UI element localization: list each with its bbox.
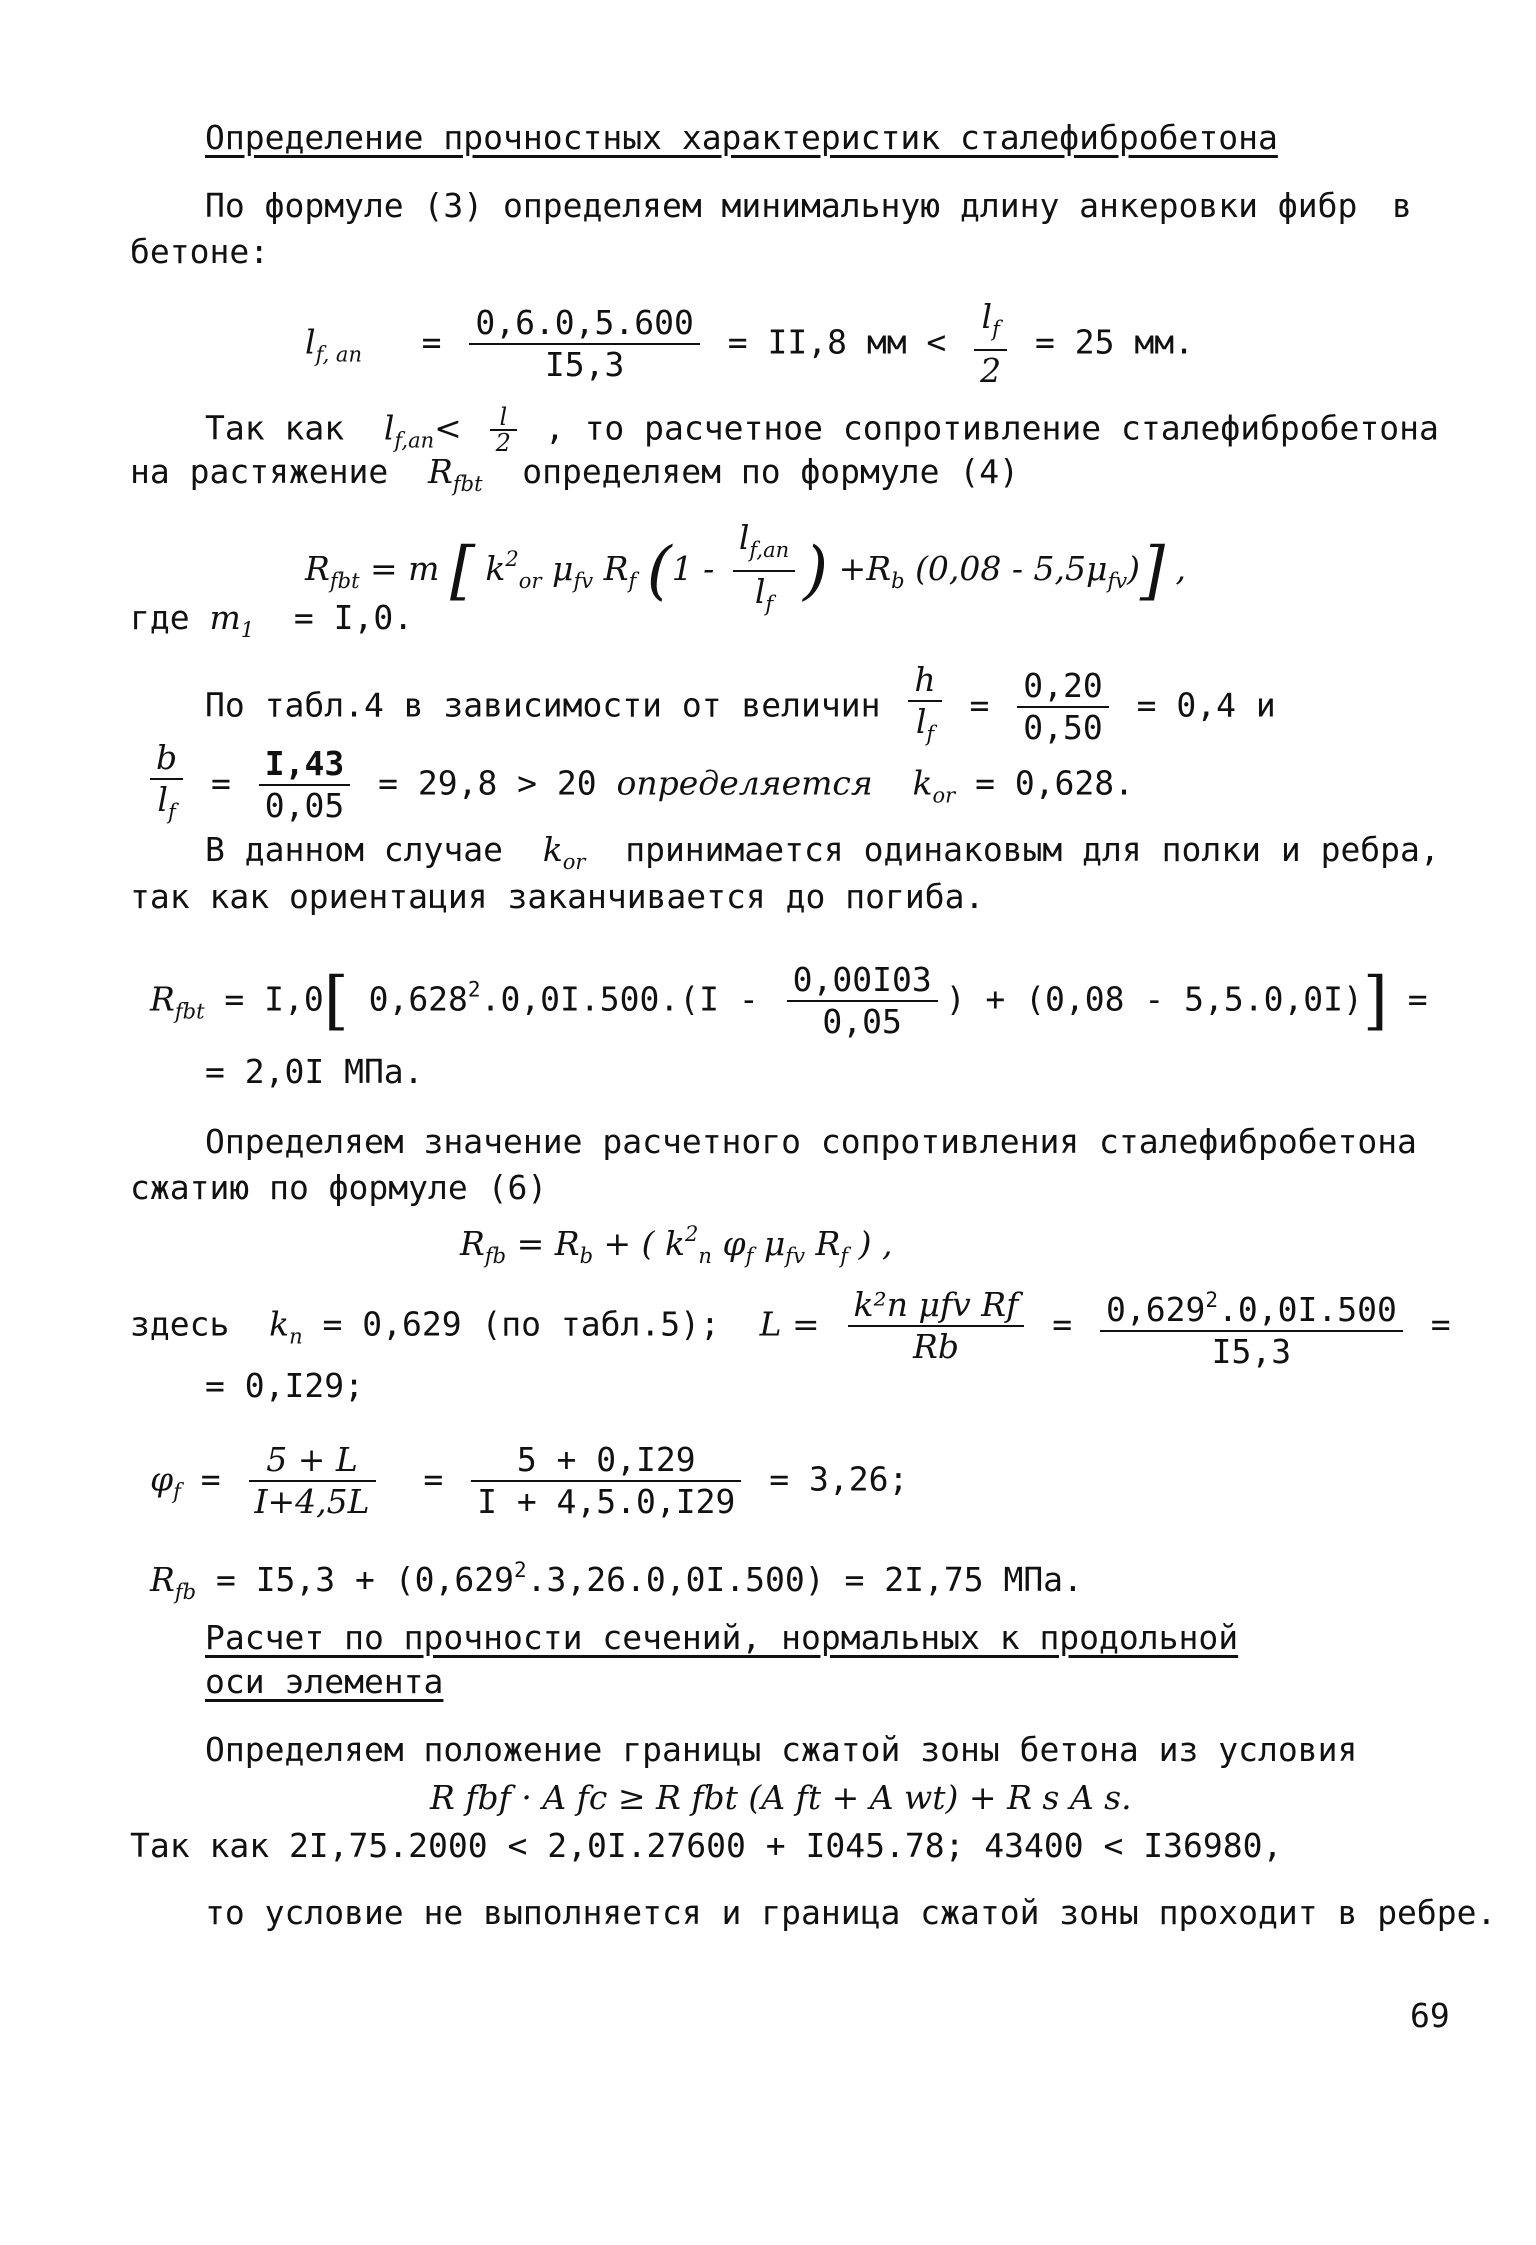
equation-anchorage-length: $l_{f, an}$ = $\frac{0,6.0,5.600}{I5,3}$ = II,8 мм < $\frac{l_f}{2}$ = 25 мм. [305, 297, 1194, 390]
equation-rfb-result: $R_{fb} = I5,3 + (0,629^2.3,26.0,0I.500) = 2I,75$ МПа. [150, 1558, 1083, 1604]
fraction: $\frac{I,43}{0,05}$ [259, 744, 350, 826]
paragraph-line: на растяжение $R_{fbt}$ определяем по формуле (4) [130, 452, 1019, 496]
fraction-numerator: 0,6.0,5.600 [469, 303, 700, 345]
symbol-sub: f, an [315, 342, 362, 367]
equation-result: = 2,0I МПа. [205, 1052, 424, 1091]
paragraph-line: Определяем положение границы сжатой зоны бетона из условия [205, 1730, 1358, 1769]
equation-compressive-strength: $R_{fb} = R_b$ + ( $k^2_n$ $\varphi_f$ $\mu_{fv}$ $R_f$ ) , [460, 1222, 893, 1268]
paragraph-line: По формуле (3) определяем минимальную длину анкеровки фибр [205, 186, 1358, 225]
fraction: $\frac{0,20}{0,50}$ [1017, 666, 1108, 748]
fraction: $\frac{l_{f,an}}{l_f}$ [733, 518, 795, 624]
section-heading: Определение прочностных характеристик сталефибробетона [205, 118, 1278, 157]
equation-phi: $\varphi_f$ = $\frac{5 + L}{I+4,5L}$ = $\frac{5 + 0,I29}{I + 4,5.0,I29}$ = 3,26; [150, 1440, 909, 1521]
paragraph-line: где $m_1 = I,0$. [130, 598, 414, 642]
symbol: l [305, 322, 316, 362]
fraction-denominator: I5,3 [544, 345, 625, 384]
fraction [469, 303, 700, 385]
fraction: $\frac{h}{l_f}$ [908, 660, 941, 754]
equation-result: = 0,I29; [205, 1366, 364, 1405]
equation-rfbt-calc: $R_{fbt} = I,0$[ 0,628$^2$.0,0I.500.(I - $\frac{0,00I03}{0,05}$ ) + (0,08 - 5,5.0,0I)] = [150, 960, 1428, 1041]
equation-tensile-strength: $R_{fbt} = m$ [ $k^2_{or}$ $\mu_{fv}$ $R_f$ (1 - $\frac{l_{f,an}}{l_f}$ ) $+R_b$ $(0,08 - 5,5\mu_{fv})$] , [305, 518, 1186, 624]
equation-text: = 25 мм. [1035, 322, 1194, 362]
paragraph-line: бетоне: [130, 232, 270, 271]
fraction: $\frac{5 + L}{I+4,5L}$ [249, 1440, 376, 1522]
fraction: $\frac{b}{l_f}$ [150, 738, 183, 832]
fraction: $\frac{0,629^2.0,0I.500}{I5,3}$ [1100, 1280, 1403, 1372]
paragraph-line: сжатию по формуле (6) [130, 1168, 548, 1207]
paragraph-line-end: в [1392, 186, 1412, 225]
equation-text: = II,8 мм < [727, 322, 947, 362]
paragraph-line: здесь $k_n = 0,629$ (по табл.5); L = $\frac{\text{k²n μfv Rf}}{Rb}$ = $\frac{0,629^2.0,0I.500}{I5,3}$ = [130, 1280, 1451, 1372]
paragraph-line: $\frac{b}{l_f}$ = $\frac{I,43}{0,05}$ = 29,8 > 20 определяется $k_{or} = 0,628$. [150, 738, 1134, 832]
section-heading: Расчет по прочности сечений, нормальных к продольной [205, 1618, 1239, 1657]
paragraph-line: В данном случае $k_{or}$ принимается одинаковым для полки и ребра, [205, 830, 1440, 874]
fraction: $\frac{0,00I03}{0,05}$ [787, 960, 938, 1042]
fraction-numerator: $l_f$ [974, 297, 1007, 351]
paragraph-line: то условие не выполняется и граница сжатой зоны проходит в ребре. [205, 1893, 1497, 1932]
paragraph-line: По табл.4 в зависимости от величин $\frac{h}{l_f}$ = $\frac{0,20}{0,50}$ = 0,4 и [205, 660, 1276, 754]
fraction: $\frac{5 + 0,I29}{I + 4,5.0,I29}$ [471, 1440, 741, 1522]
paragraph-line: Определяем значение расчетного сопротивления сталефибробетона [205, 1122, 1417, 1161]
equation-condition: R fbf · A fc ≥ R fbt (A ft + A wt) + R s A s. [430, 1778, 1132, 1817]
fraction: $\frac{\text{k²n μfv Rf}}{Rb}$ [848, 1285, 1025, 1367]
page-number: 69 [1410, 1996, 1450, 2035]
fraction-denominator: 2 [980, 351, 1002, 390]
fraction [974, 297, 1007, 391]
fraction: $\frac{l}{2}$ [490, 405, 517, 455]
paragraph-line: Так как $l_{f,an}<$ $\frac{l}{2}$ , то расчетное сопротивление сталефибробетона [205, 403, 1439, 457]
paragraph-line: так как ориентация заканчивается до погиба. [130, 877, 985, 916]
paragraph-line: Так как 2I,75.2000 < 2,0I.27600 + I045.78; 43400 < I36980, [130, 1826, 1283, 1865]
section-heading: оси элемента [205, 1662, 444, 1701]
